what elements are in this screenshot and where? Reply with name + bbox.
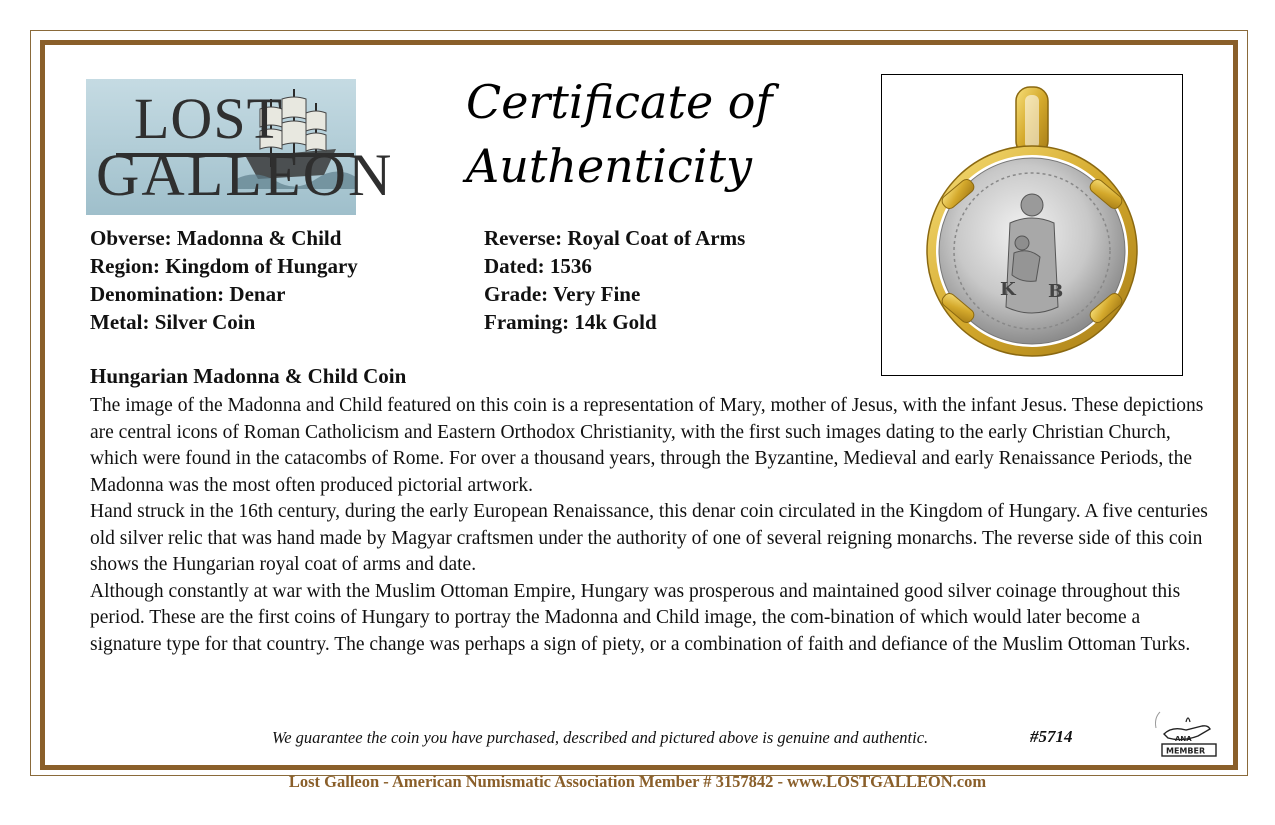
footer-contact: Lost Galleon - American Numismatic Association Member # 3157842 - www.LOSTGALLEON.com bbox=[288, 772, 987, 791]
spec-framing: Framing: 14k Gold bbox=[484, 310, 657, 334]
description-paragraph: Although constantly at war with the Muslim Ottoman Empire, Hungary was prosperous and maintained good silver coinage throughout this period. These are the first coins of Hungary to portray the Madonna and Child image, the com-bination of which would later become a signature type for that country. The change was perhaps a sign of piety, or a combination of faith and defiance of the Muslim Ottoman Turks. bbox=[90, 580, 1191, 655]
spec-region: Region: Kingdom of Hungary bbox=[90, 254, 358, 278]
spec-denomination: Denomination: Denar bbox=[90, 282, 286, 306]
ana-badge-top: ANA bbox=[1175, 735, 1192, 743]
spec-reverse: Reverse: Royal Coat of Arms bbox=[484, 226, 746, 250]
ana-badge-bottom: MEMBER bbox=[1166, 746, 1206, 756]
coin-photo bbox=[881, 74, 1183, 376]
oil-lamp-icon bbox=[1152, 708, 1222, 758]
logo-text-lost: LOST bbox=[134, 86, 283, 151]
description-heading: Hungarian Madonna & Child Coin bbox=[90, 364, 407, 388]
title-line-2: Authenticity bbox=[466, 139, 752, 193]
specs-left-column bbox=[90, 224, 358, 336]
spec-dated: Dated: 1536 bbox=[484, 254, 592, 278]
ana-member-badge bbox=[1152, 708, 1222, 758]
specs-right-column bbox=[484, 224, 745, 336]
coin-letter-left: K bbox=[1000, 279, 1016, 300]
guarantee-statement: We guarantee the coin you have purchased, described and pictured above is genuine and authentic. bbox=[272, 728, 929, 747]
spec-grade: Grade: Very Fine bbox=[484, 282, 641, 306]
certificate-number: #5714 bbox=[1030, 727, 1073, 746]
spec-obverse: Obverse: Madonna & Child bbox=[90, 226, 342, 250]
description-paragraph: Hand struck in the 16th century, during the early European Renaissance, this denar coin circulated in the Kingdom of Hungary. A five centuries old silver relic that was hand made by Magyar craftsmen under the authority of one of several reigning monarchs. The reverse side of this coin shows the Hungarian royal coat of arms and date. bbox=[90, 501, 1208, 575]
coin-letter-right: B bbox=[1048, 281, 1064, 302]
description-body bbox=[90, 393, 1212, 658]
coin-pendant-image bbox=[882, 75, 1182, 375]
title-line-1: Certificate of bbox=[466, 75, 773, 129]
description-paragraph: The image of the Madonna and Child featured on this coin is a representation of Mary, mother of Jesus, with the infant Jesus. These depictions are central icons of Roman Catholicism and Eastern Orthodox Christianity, with the first such images dating to the early Christian Church, which were found in the catacombs of Rome. For over a thousand years, through the Byzantine, Medieval and early Renaissance Periods, the Madonna was the most often produced pictorial artwork. bbox=[90, 395, 1204, 496]
spec-metal: Metal: Silver Coin bbox=[90, 310, 256, 334]
logo-text-galleon: GALLEON bbox=[96, 142, 394, 208]
lost-galleon-logo bbox=[86, 79, 394, 215]
certificate-title bbox=[466, 70, 773, 198]
